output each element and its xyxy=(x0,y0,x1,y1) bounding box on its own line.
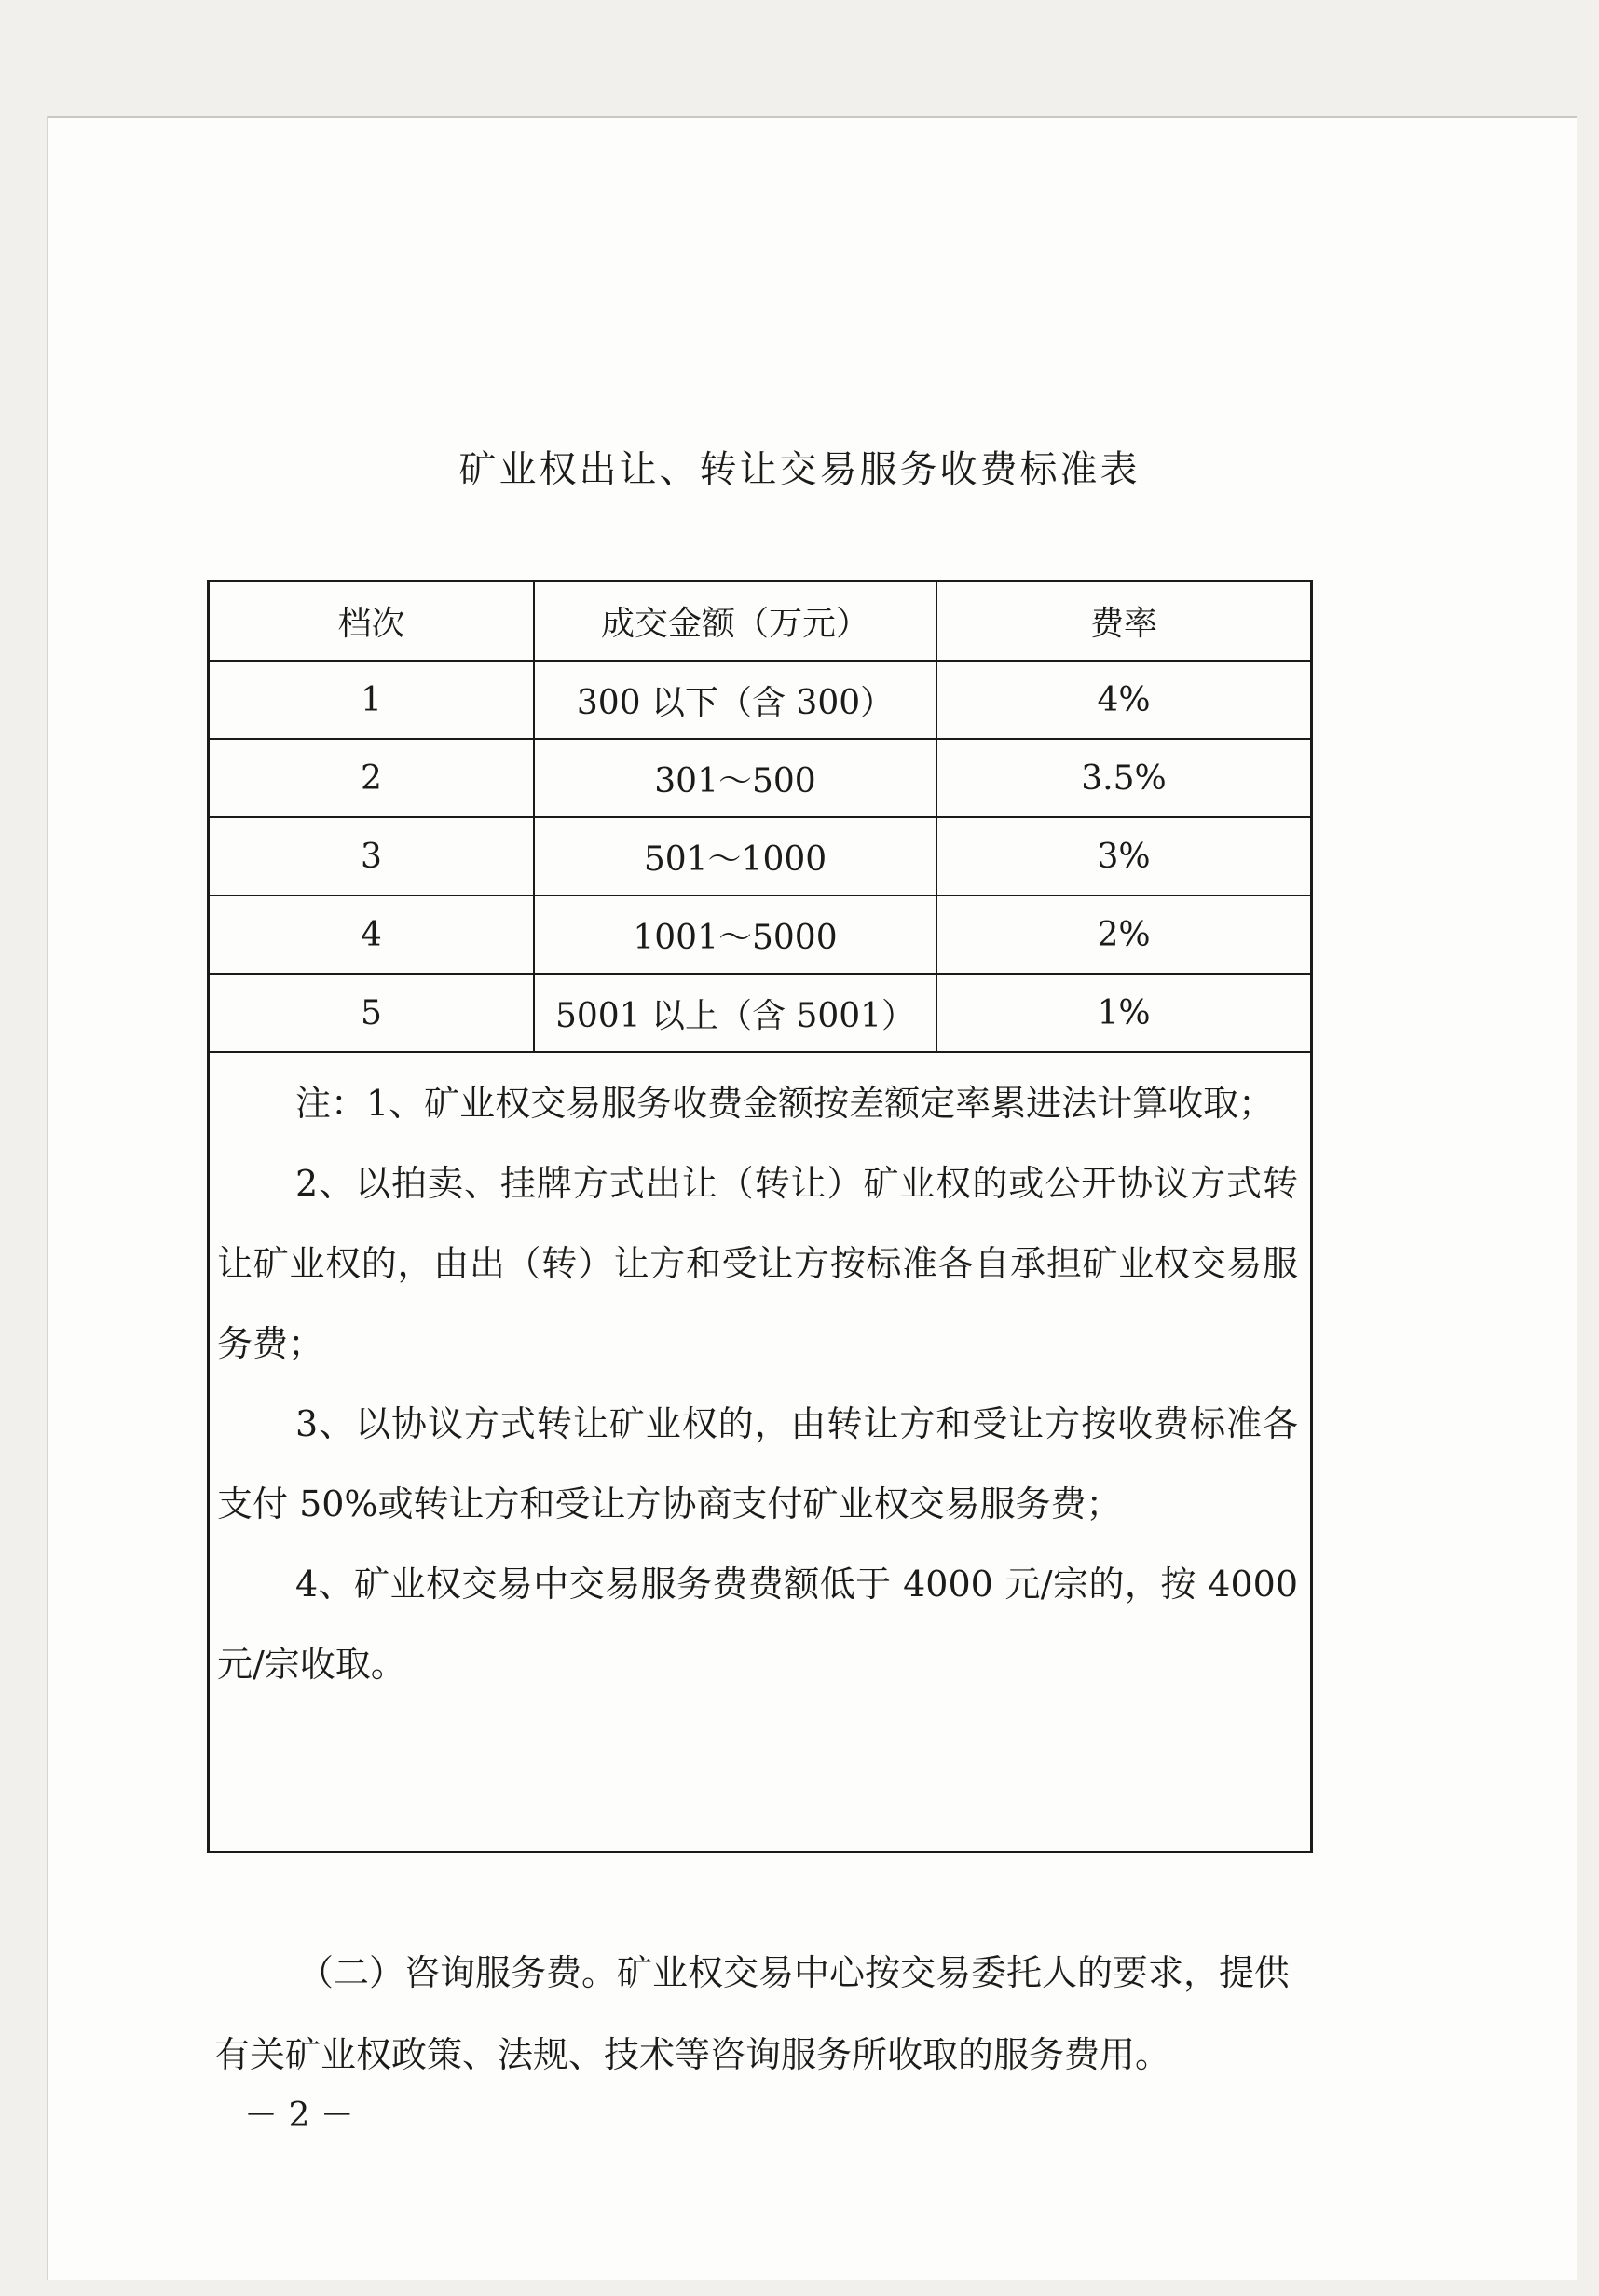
fee-grid xyxy=(210,582,1310,1053)
header-tier: 档次 xyxy=(210,582,534,661)
tier-cell: 1 xyxy=(210,661,534,739)
note-4: 4、矿业权交易中交易服务费费额低于 4000 元/宗的，按 4000 元/宗收取。 xyxy=(217,1564,1298,1685)
table-notes xyxy=(217,1063,1298,1704)
fee-standard-table xyxy=(207,580,1313,1853)
note-3: 3、以协议方式转让矿业权的，由转让方和受让方按收费标准各支付 50%或转让方和受让方协商支付矿业权交易服务费； xyxy=(217,1403,1298,1524)
consulting-fee-paragraph: （二）咨询服务费。矿业权交易中心按交易委托人的要求，提供有关矿业权政策、法规、技术等咨询服务所收取的服务费用。 xyxy=(214,1952,1291,2075)
amount-cell: 1001～5000 xyxy=(534,895,936,974)
tier-cell: 3 xyxy=(210,817,534,895)
tier-cell: 5 xyxy=(210,974,534,1052)
rate-cell: 4% xyxy=(936,661,1310,739)
table-row xyxy=(210,661,1310,739)
page-number: － 2 － xyxy=(244,2097,354,2135)
tier-cell: 4 xyxy=(210,895,534,974)
table-header-row xyxy=(210,582,1310,661)
rate-cell: 3.5% xyxy=(936,739,1310,817)
table-row xyxy=(210,817,1310,895)
table-row xyxy=(210,739,1310,817)
header-amount: 成交金额（万元） xyxy=(534,582,936,661)
table-row xyxy=(210,895,1310,974)
table-row xyxy=(210,974,1310,1052)
note-2: 2、以拍卖、挂牌方式出让（转让）矿业权的或公开协议方式转让矿业权的，由出（转）让方和受让方按标准各自承担矿业权交易服务费； xyxy=(217,1163,1298,1364)
amount-cell: 5001 以上（含 5001） xyxy=(534,974,936,1052)
header-rate: 费率 xyxy=(936,582,1310,661)
amount-cell: 301～500 xyxy=(534,739,936,817)
amount-cell: 300 以下（含 300） xyxy=(534,661,936,739)
amount-cell: 501～1000 xyxy=(534,817,936,895)
rate-cell: 1% xyxy=(936,974,1310,1052)
rate-cell: 2% xyxy=(936,895,1310,974)
table-title: 矿业权出让、转让交易服务收费标准表 xyxy=(458,448,1141,491)
rate-cell: 3% xyxy=(936,817,1310,895)
note-1: 注：1、矿业权交易服务收费金额按差额定率累进法计算收取； xyxy=(295,1083,1275,1124)
tier-cell: 2 xyxy=(210,739,534,817)
